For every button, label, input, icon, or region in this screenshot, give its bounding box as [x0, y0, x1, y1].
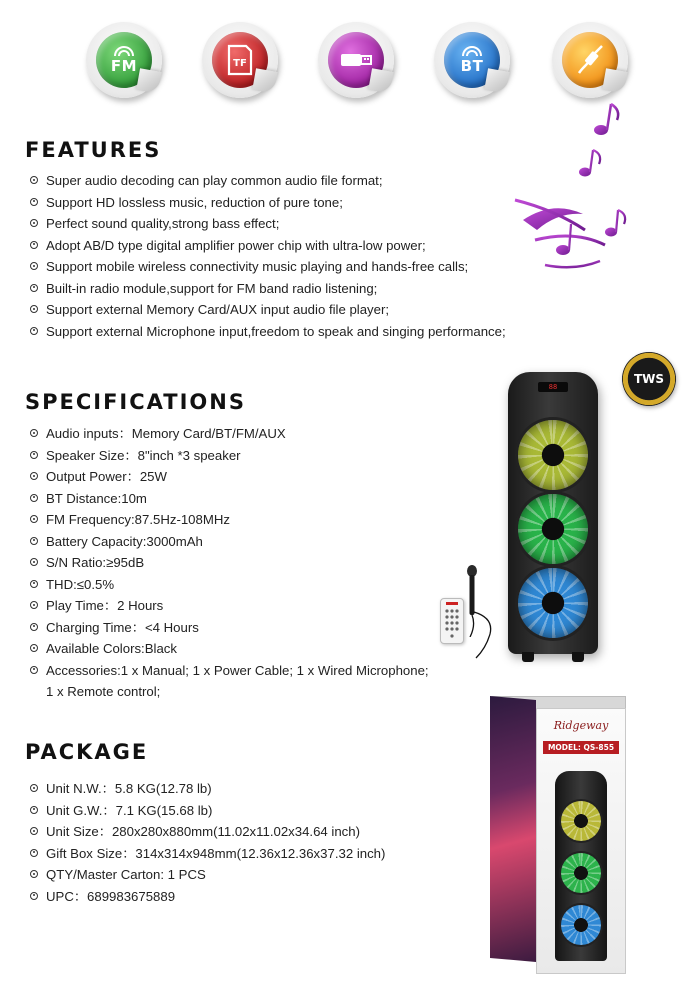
- bluetooth-icon: [434, 22, 510, 98]
- tws-label: TWS: [633, 372, 665, 386]
- list-item: Support external Memory Card/AUX input audio file player;: [30, 299, 506, 321]
- remote-control-image: [440, 598, 464, 644]
- list-item: Unit G.W.：7.1 KG(15.68 lb): [30, 800, 385, 822]
- list-item: QTY/Master Carton: 1 PCS: [30, 864, 385, 886]
- fm-label: FM: [110, 57, 138, 75]
- svg-text:TF: TF: [233, 58, 247, 69]
- features-heading: FEATURES: [25, 138, 162, 162]
- memory-card-icon: [226, 44, 254, 76]
- package-heading: PACKAGE: [25, 740, 149, 764]
- gift-box-speaker-image: [555, 771, 607, 961]
- list-item: Available Colors:Black: [30, 638, 429, 660]
- list-item: Support HD lossless music, reduction of pure tone;: [30, 192, 506, 214]
- mic-cable-icon: [470, 610, 500, 660]
- list-item: BT Distance:10m: [30, 488, 429, 510]
- list-item: Accessories:1 x Manual; 1 x Power Cable; 1 x Wired Microphone;: [30, 660, 429, 682]
- aux-cable-icon: [552, 22, 628, 98]
- gift-box-front: [536, 708, 626, 974]
- list-item: Perfect sound quality,strong bass effect;: [30, 213, 506, 235]
- signal-waves-icon: [111, 45, 137, 57]
- list-item: Gift Box Size：314x314x948mm(12.36x12.36x37.32 inch): [30, 843, 385, 865]
- list-item: Support external Microphone input,freedom to speak and singing performance;: [30, 321, 506, 343]
- gift-box-image: [490, 700, 630, 972]
- usb-icon: [318, 22, 394, 98]
- list-item: Unit Size：280x280x880mm(11.02x11.02x34.64 inch): [30, 821, 385, 843]
- speaker-woofer-blue: [518, 568, 588, 638]
- list-item: Output Power：25W: [30, 466, 429, 488]
- speaker-display: 88: [538, 382, 568, 392]
- bt-label: BT: [460, 57, 484, 75]
- gift-box-model: MODEL: QS-855: [543, 741, 619, 754]
- gift-box-side-photo: [490, 696, 536, 962]
- list-item: Speaker Size：8"inch *3 speaker: [30, 445, 429, 467]
- gift-box-brand: Ridgeway: [553, 719, 609, 732]
- audio-jack-icon: [573, 43, 607, 77]
- speaker-product-image: [508, 372, 598, 654]
- list-item: FM Frequency:87.5Hz-108MHz: [30, 509, 429, 531]
- list-item: Charging Time：<4 Hours: [30, 617, 429, 639]
- list-item: Built-in radio module,support for FM band radio listening;: [30, 278, 506, 300]
- package-list: [30, 778, 385, 907]
- list-item: S/N Ratio:≥95dB: [30, 552, 429, 574]
- list-item: Play Time：2 Hours: [30, 595, 429, 617]
- specifications-list: [30, 423, 429, 703]
- usb-stick-icon: [339, 49, 373, 71]
- list-item: Battery Capacity:3000mAh: [30, 531, 429, 553]
- specifications-heading: SPECIFICATIONS: [25, 390, 246, 414]
- list-item: Super audio decoding can play common audio file format;: [30, 170, 506, 192]
- list-item: Support mobile wireless connectivity music playing and hands-free calls;: [30, 256, 506, 278]
- features-list: [30, 170, 506, 342]
- signal-waves-icon: [459, 45, 485, 57]
- speaker-woofer-yellow: [518, 420, 588, 490]
- fm-radio-icon: [86, 22, 162, 98]
- feature-icon-row: [0, 22, 693, 102]
- tws-badge: [622, 352, 676, 406]
- list-item: Unit N.W.：5.8 KG(12.78 lb): [30, 778, 385, 800]
- list-item: Audio inputs：Memory Card/BT/FM/AUX: [30, 423, 429, 445]
- list-item-continuation: 1 x Remote control;: [46, 684, 161, 699]
- list-item: UPC：689983675889: [30, 886, 385, 908]
- list-item: Adopt AB/D type digital amplifier power chip with ultra-low power;: [30, 235, 506, 257]
- speaker-woofer-green: [518, 494, 588, 564]
- list-item: THD:≤0.5%: [30, 574, 429, 596]
- tf-card-icon: [202, 22, 278, 98]
- music-notes-decoration: [505, 100, 645, 280]
